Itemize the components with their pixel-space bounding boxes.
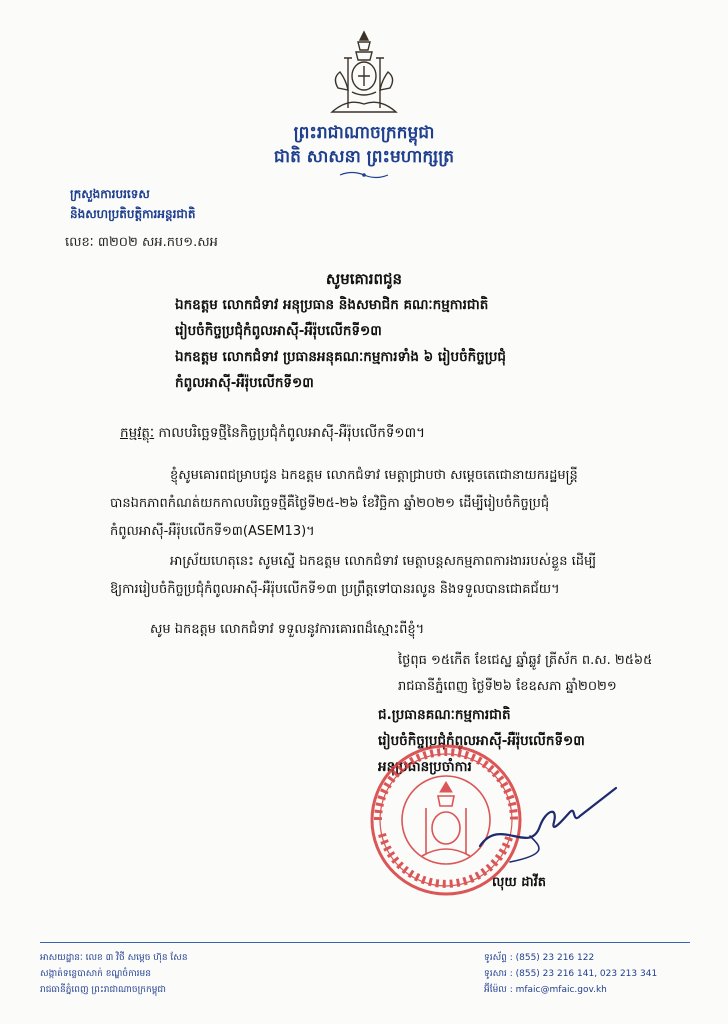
handwritten-signature-icon [470,776,620,866]
ornament-divider-icon [338,170,390,180]
recipient-line: រៀបចំកិច្ចប្រជុំកំពូលអាស៊ី-អឺរ៉ុបលើកទី១៣ [175,323,382,339]
body-line: ខ្ញុំសូមគោរពជម្រាបជូន ឯកឧត្តម លោកជំទាវ មេត្តាជ្រាបថា សម្ដេចតេជោនាយករដ្ឋមន្ត្រី [170,468,578,483]
footer-address-line: សង្កាត់ទន្លេបាសាក់ ខណ្ឌចំការមន [40,969,151,979]
recipient-line: ឯកឧត្តម លោកជំទាវ អនុប្រធាន និងសមាជិក គណៈកម្មការជាតិ [175,297,489,313]
subject-text: កាលបរិច្ឆេទថ្មីនៃកិច្ចប្រជុំកំពូលអាស៊ី-អឺរ៉ុបលើកទី១៣។ [158,425,426,441]
footer-email: អ៊ីម៉ែល : mfaic@mfaic.gov.kh [484,985,607,995]
national-motto: ជាតិ សាសនា ព្រះមហាក្សត្រ [273,147,455,167]
body-line: សូម ឯកឧត្តម លោកជំទាវ ទទួលនូវការគោរពដ៏ស្មោះពីខ្ញុំ។ [150,622,425,637]
recipient-line: កំពូលអាស៊ី-អឺរ៉ុបលើកទី១៣ [175,375,314,391]
reference-number: លេខៈ ៣២០២ សអ.កប១.សអ [65,235,218,250]
signatory-committee: រៀបចំកិច្ចប្រជុំកំពូលអាស៊ី-អឺរ៉ុបលើកទី១៣ [378,733,585,749]
signatory-role: អនុប្រធានប្រចាំការ [378,759,472,775]
subject-label: កម្មវត្ថុៈ [120,425,155,441]
footer-address-line: រាជធានីភ្នំពេញ ព្រះរាជាណាចក្រកម្ពុជា [40,985,166,995]
footer-fax: ទូរសារ : (855) 23 216 141, 023 213 341 [484,969,658,979]
body-paragraph-2 [110,548,710,604]
footer-phone: ទូរស័ព្ទ : (855) 23 216 122 [484,953,595,963]
subject-line [120,424,425,444]
lunar-date: ថ្ងៃពុធ ១៥កើត ខែជេស្ឋ ឆ្នាំឆ្លូវ ត្រីស័ក ព.ស. ២៥៦៥ [398,653,653,668]
body-line: ឱ្យការរៀបចំកិច្ចប្រជុំកំពូលអាស៊ី-អឺរ៉ុបលើកទី១៣ ប្រព្រឹត្តទៅបានរលូន និងទទួលបានជោគជ័យ។ [110,582,560,597]
body-line: អាស្រ័យហេតុនេះ សូមស្នើ ឯកឧត្តម លោកជំទាវ មេត្តាបន្តសកម្មភាពការងាររបស់ខ្លួន ដើម្បី [170,554,597,569]
kingdom-title: ព្រះរាជាណាចក្រកម្ពុជា [293,123,435,143]
signatory-title: ជ.ប្រធានគណៈកម្មការជាតិ [378,707,511,723]
body-paragraph-3 [110,616,710,644]
body-paragraph-1 [110,462,710,546]
footer-divider [40,942,690,943]
footer-address-line: អាសយដ្ឋានៈ លេខ ៣ វិថី សម្ដេច ហ៊ុន សែន [40,953,188,963]
solar-date: រាជធានីភ្នំពេញ ថ្ងៃទី២៦ ខែឧសភា ឆ្នាំ២០២១ [398,679,617,694]
ministry-subname: និងសហប្រតិបត្តិការអន្តរជាតិ [70,207,196,221]
signatory-name: លុយ ដាវីត [492,875,547,890]
recipient-line: ឯកឧត្តម លោកជំទាវ ប្រធានអនុគណៈកម្មការទាំង ៦ រៀបចំកិច្ចប្រជុំ [175,349,506,365]
salutation-heading: សូមគោរពជូន [325,270,403,288]
royal-coat-of-arms-icon [318,28,410,120]
body-line: បានឯកភាពកំណត់យកកាលបរិច្ឆេទថ្មីគឺថ្ងៃទី២៥-២៦ ខែវិច្ឆិកា ឆ្នាំ២០២១ ដើម្បីរៀបចំកិច្ចប្រជុំ [110,496,550,511]
ministry-name: ក្រសួងការបរទេស [70,187,150,201]
body-line: កំពូលអាស៊ី-អឺរ៉ុបលើកទី១៣(ASEM13)។ [110,524,315,539]
